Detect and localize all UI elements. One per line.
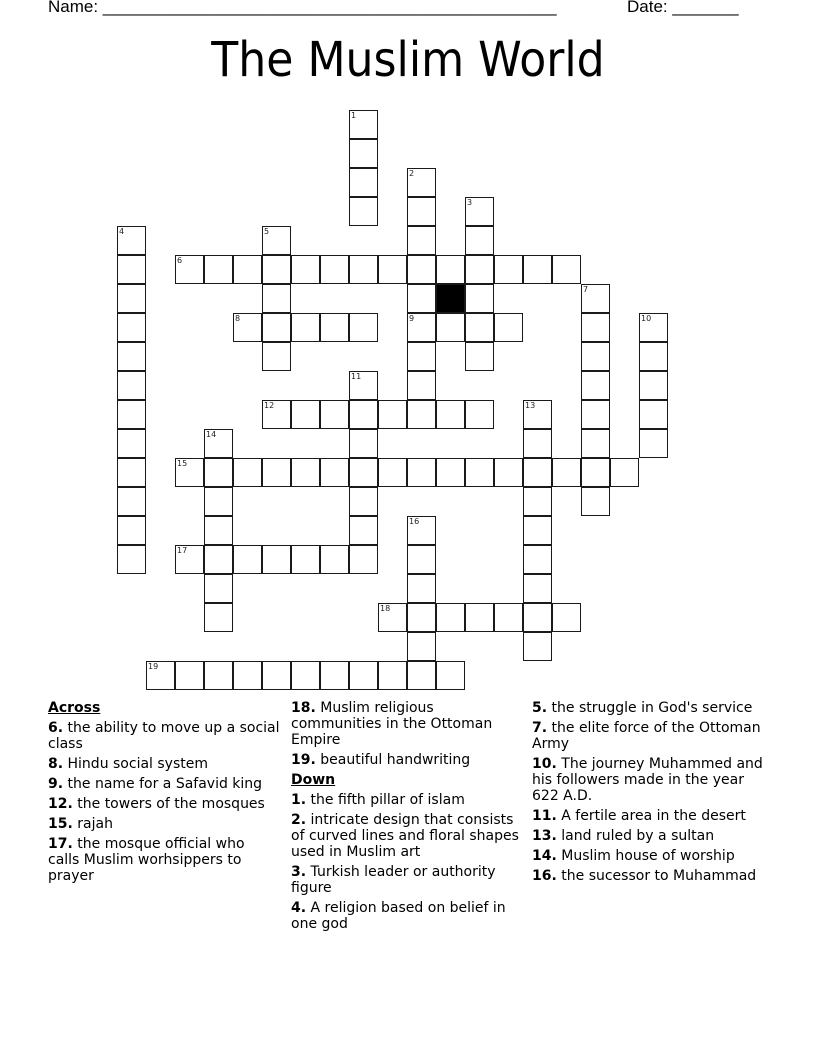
grid-cell[interactable] [436, 661, 465, 690]
grid-cell[interactable] [233, 255, 262, 284]
clue-text: The journey Muhammed and his followers made in the year 622 A.D. [532, 756, 763, 804]
grid-cell[interactable] [465, 400, 494, 429]
clue-number: 9. [48, 776, 64, 792]
grid-cell[interactable] [291, 313, 320, 342]
grid-cell[interactable] [204, 545, 233, 574]
clue-number-label: 7 [583, 285, 589, 294]
clue-number-label: 18 [380, 604, 391, 613]
clue-text: Hindu social system [67, 756, 208, 772]
clue-number-label: 2 [409, 169, 415, 178]
grid-cell[interactable] [320, 255, 349, 284]
grid-cell[interactable] [349, 516, 378, 545]
grid-cell[interactable] [436, 603, 465, 632]
grid-cell[interactable] [436, 400, 465, 429]
grid-cell[interactable] [262, 661, 291, 690]
grid-cell[interactable] [262, 458, 291, 487]
clue-down-4 [291, 900, 519, 932]
clue-down-10 [532, 756, 767, 804]
grid-cell[interactable] [407, 400, 436, 429]
clue-text: the ability to move up a social class [48, 720, 280, 752]
clue-across-15 [48, 816, 280, 832]
grid-cell[interactable] [581, 429, 610, 458]
grid-cell[interactable] [291, 400, 320, 429]
grid-cell[interactable] [291, 661, 320, 690]
grid-cell[interactable] [117, 313, 146, 342]
clue-text: the elite force of the Ottoman Army [532, 720, 761, 752]
grid-cell[interactable] [552, 458, 581, 487]
grid-cell[interactable] [407, 168, 436, 197]
grid-cell[interactable] [581, 487, 610, 516]
clue-number: 2. [291, 812, 307, 828]
grid-cell[interactable] [378, 603, 407, 632]
clue-across-12 [48, 796, 280, 812]
grid-cell[interactable] [465, 313, 494, 342]
clue-number-label: 14 [206, 430, 217, 439]
grid-cell[interactable] [349, 313, 378, 342]
grid-cell[interactable] [291, 255, 320, 284]
grid-cell[interactable] [436, 313, 465, 342]
grid-cell[interactable] [349, 255, 378, 284]
grid-cell[interactable] [581, 458, 610, 487]
clue-text: rajah [77, 816, 113, 832]
clue-across-8 [48, 756, 280, 772]
grid-cell[interactable] [349, 197, 378, 226]
clue-number: 17. [48, 836, 73, 852]
grid-cell[interactable] [117, 342, 146, 371]
grid-cell[interactable] [204, 487, 233, 516]
clue-number-label: 19 [148, 662, 159, 671]
date-blank[interactable]: _______ [667, 0, 739, 16]
clue-number-label: 12 [264, 401, 275, 410]
grid-cell[interactable] [465, 342, 494, 371]
grid-cell[interactable] [204, 603, 233, 632]
page-title: The Muslim World [211, 32, 605, 88]
grid-cell[interactable] [146, 661, 175, 690]
grid-cell[interactable] [117, 429, 146, 458]
grid-cell[interactable] [204, 429, 233, 458]
clue-number: 7. [532, 720, 548, 736]
clue-number: 10. [532, 756, 557, 772]
grid-cell[interactable] [465, 226, 494, 255]
grid-cell[interactable] [378, 400, 407, 429]
grid-cell[interactable] [465, 458, 494, 487]
clue-number-label: 9 [409, 314, 415, 323]
clue-down-16 [532, 868, 767, 884]
grid-cell[interactable] [639, 400, 668, 429]
grid-cell[interactable] [581, 371, 610, 400]
clue-across-17 [48, 836, 280, 884]
grid-cell[interactable] [233, 313, 262, 342]
grid-cell[interactable] [494, 255, 523, 284]
clue-down-1 [291, 792, 519, 808]
grid-cell[interactable] [349, 168, 378, 197]
grid-cell[interactable] [523, 429, 552, 458]
grid-cell[interactable] [407, 371, 436, 400]
grid-cell[interactable] [407, 661, 436, 690]
grid-cell[interactable] [465, 284, 494, 313]
clue-number-label: 10 [641, 314, 652, 323]
grid-cell[interactable] [204, 516, 233, 545]
grid-cell[interactable] [262, 255, 291, 284]
clue-number-label: 5 [264, 227, 270, 236]
grid-cell[interactable] [204, 574, 233, 603]
grid-cell[interactable] [175, 458, 204, 487]
clue-number: 6. [48, 720, 64, 736]
grid-cell[interactable] [320, 545, 349, 574]
grid-cell[interactable] [262, 313, 291, 342]
grid-cell[interactable] [494, 458, 523, 487]
grid-cell[interactable] [204, 255, 233, 284]
grid-cell[interactable] [407, 545, 436, 574]
clue-number: 11. [532, 808, 557, 824]
clue-text: Turkish leader or authority figure [291, 864, 496, 896]
grid-cell[interactable] [349, 139, 378, 168]
grid-cell[interactable] [349, 429, 378, 458]
clue-number: 8. [48, 756, 64, 772]
grid-cell[interactable] [407, 342, 436, 371]
grid-cell[interactable] [407, 313, 436, 342]
clue-text: Muslim religious communities in the Ottoman Empire [291, 700, 493, 748]
grid-cell[interactable] [465, 197, 494, 226]
grid-cell[interactable] [523, 516, 552, 545]
grid-cell[interactable] [407, 516, 436, 545]
clue-number-label: 6 [177, 256, 183, 265]
grid-cell[interactable] [349, 400, 378, 429]
grid-cell[interactable] [523, 632, 552, 661]
clue-number-label: 17 [177, 546, 188, 555]
grid-cell[interactable] [581, 313, 610, 342]
clue-text: the fifth pillar of islam [310, 792, 465, 808]
grid-cell[interactable] [175, 545, 204, 574]
clues-column-3 [532, 700, 767, 888]
clue-number-label: 4 [119, 227, 125, 236]
grid-cell[interactable] [349, 371, 378, 400]
grid-cell[interactable] [291, 458, 320, 487]
clue-number: 16. [532, 868, 557, 884]
grid-cell[interactable] [581, 342, 610, 371]
clue-number: 5. [532, 700, 548, 716]
grid-cell[interactable] [117, 487, 146, 516]
clue-down-14 [532, 848, 767, 864]
grid-cell[interactable] [117, 255, 146, 284]
clue-number-label: 3 [467, 198, 473, 207]
grid-cell[interactable] [639, 429, 668, 458]
grid-cell[interactable] [639, 313, 668, 342]
grid-cell[interactable] [378, 255, 407, 284]
grid-cell[interactable] [233, 661, 262, 690]
name-blank[interactable]: ________________________________________________ [98, 0, 557, 16]
clue-number: 13. [532, 828, 557, 844]
grid-cell[interactable] [407, 226, 436, 255]
grid-cell[interactable] [552, 255, 581, 284]
grid-cell[interactable] [407, 632, 436, 661]
grid-cell[interactable] [378, 458, 407, 487]
grid-cell[interactable] [523, 574, 552, 603]
clue-number: 14. [532, 848, 557, 864]
clue-text: the towers of the mosques [77, 796, 265, 812]
clue-number-label: 1 [351, 111, 357, 120]
grid-cell[interactable] [407, 574, 436, 603]
grid-cell[interactable] [465, 603, 494, 632]
clues-column-1 [48, 700, 280, 888]
grid-cell[interactable] [407, 458, 436, 487]
grid-cell[interactable] [262, 545, 291, 574]
clue-down-7 [532, 720, 767, 752]
grid-cell[interactable] [320, 458, 349, 487]
grid-cell[interactable] [407, 255, 436, 284]
clue-down-11 [532, 808, 767, 824]
clue-text: the sucessor to Muhammad [561, 868, 757, 884]
clue-number: 19. [291, 752, 316, 768]
date-label: Date: [627, 0, 668, 16]
clue-number: 15. [48, 816, 73, 832]
black-cell [436, 284, 465, 313]
grid-cell[interactable] [233, 545, 262, 574]
grid-cell[interactable] [407, 197, 436, 226]
clue-number: 3. [291, 864, 307, 880]
clue-text: intricate design that consists of curved lines and floral shapes used in Muslim art [291, 812, 519, 860]
grid-cell[interactable] [407, 284, 436, 313]
grid-cell[interactable] [117, 516, 146, 545]
clue-text: beautiful handwriting [320, 752, 471, 768]
clue-across-18 [291, 700, 519, 748]
grid-cell[interactable] [117, 226, 146, 255]
grid-cell[interactable] [552, 603, 581, 632]
grid-cell[interactable] [494, 313, 523, 342]
grid-cell[interactable] [117, 400, 146, 429]
clue-number-label: 11 [351, 372, 362, 381]
clue-number: 12. [48, 796, 73, 812]
grid-cell[interactable] [320, 400, 349, 429]
clue-text: the struggle in God's service [551, 700, 753, 716]
grid-cell[interactable] [581, 400, 610, 429]
grid-cell[interactable] [349, 545, 378, 574]
clue-number-label: 8 [235, 314, 241, 323]
clue-down-2 [291, 812, 519, 860]
grid-cell[interactable] [320, 661, 349, 690]
grid-cell[interactable] [349, 458, 378, 487]
clues-column-2 [291, 700, 519, 936]
grid-cell[interactable] [204, 458, 233, 487]
grid-cell[interactable] [378, 661, 407, 690]
clue-down-5 [532, 700, 767, 716]
clue-text: A religion based on belief in one god [291, 900, 506, 932]
grid-cell[interactable] [639, 342, 668, 371]
grid-cell[interactable] [320, 313, 349, 342]
name-label: Name: [48, 0, 99, 16]
grid-cell[interactable] [262, 226, 291, 255]
grid-cell[interactable] [175, 661, 204, 690]
grid-cell[interactable] [494, 603, 523, 632]
grid-cell[interactable] [581, 284, 610, 313]
grid-cell[interactable] [175, 255, 204, 284]
grid-cell[interactable] [610, 458, 639, 487]
down-heading: Down [291, 772, 336, 788]
grid-cell[interactable] [262, 400, 291, 429]
grid-cell[interactable] [349, 110, 378, 139]
grid-cell[interactable] [523, 487, 552, 516]
grid-cell[interactable] [523, 255, 552, 284]
clue-across-6 [48, 720, 280, 752]
clue-number: 18. [291, 700, 316, 716]
grid-cell[interactable] [291, 545, 320, 574]
grid-cell[interactable] [349, 661, 378, 690]
grid-cell[interactable] [523, 458, 552, 487]
grid-cell[interactable] [436, 458, 465, 487]
clue-number-label: 15 [177, 459, 188, 468]
grid-cell[interactable] [262, 342, 291, 371]
clue-text: Muslim house of worship [561, 848, 735, 864]
grid-cell[interactable] [523, 400, 552, 429]
clue-number-label: 13 [525, 401, 536, 410]
clue-text: the mosque official who calls Muslim worhsippers to prayer [48, 836, 245, 884]
grid-cell[interactable] [262, 284, 291, 313]
clue-text: the name for a Safavid king [67, 776, 263, 792]
across-heading: Across [48, 700, 101, 716]
grid-cell[interactable] [117, 458, 146, 487]
grid-cell[interactable] [407, 603, 436, 632]
grid-cell[interactable] [436, 255, 465, 284]
grid-cell[interactable] [639, 371, 668, 400]
grid-cell[interactable] [349, 487, 378, 516]
clue-down-13 [532, 828, 767, 844]
grid-cell[interactable] [523, 545, 552, 574]
grid-cell[interactable] [465, 255, 494, 284]
grid-cell[interactable] [523, 603, 552, 632]
clue-number: 4. [291, 900, 307, 916]
grid-cell[interactable] [204, 661, 233, 690]
grid-cell[interactable] [233, 458, 262, 487]
clue-number: 1. [291, 792, 307, 808]
clue-down-3 [291, 864, 519, 896]
clue-number-label: 16 [409, 517, 420, 526]
clue-across-9 [48, 776, 280, 792]
clue-text: land ruled by a sultan [561, 828, 715, 844]
grid-cell[interactable] [117, 284, 146, 313]
grid-cell[interactable] [117, 371, 146, 400]
grid-cell[interactable] [117, 545, 146, 574]
clue-across-19 [291, 752, 519, 768]
clue-text: A fertile area in the desert [561, 808, 746, 824]
